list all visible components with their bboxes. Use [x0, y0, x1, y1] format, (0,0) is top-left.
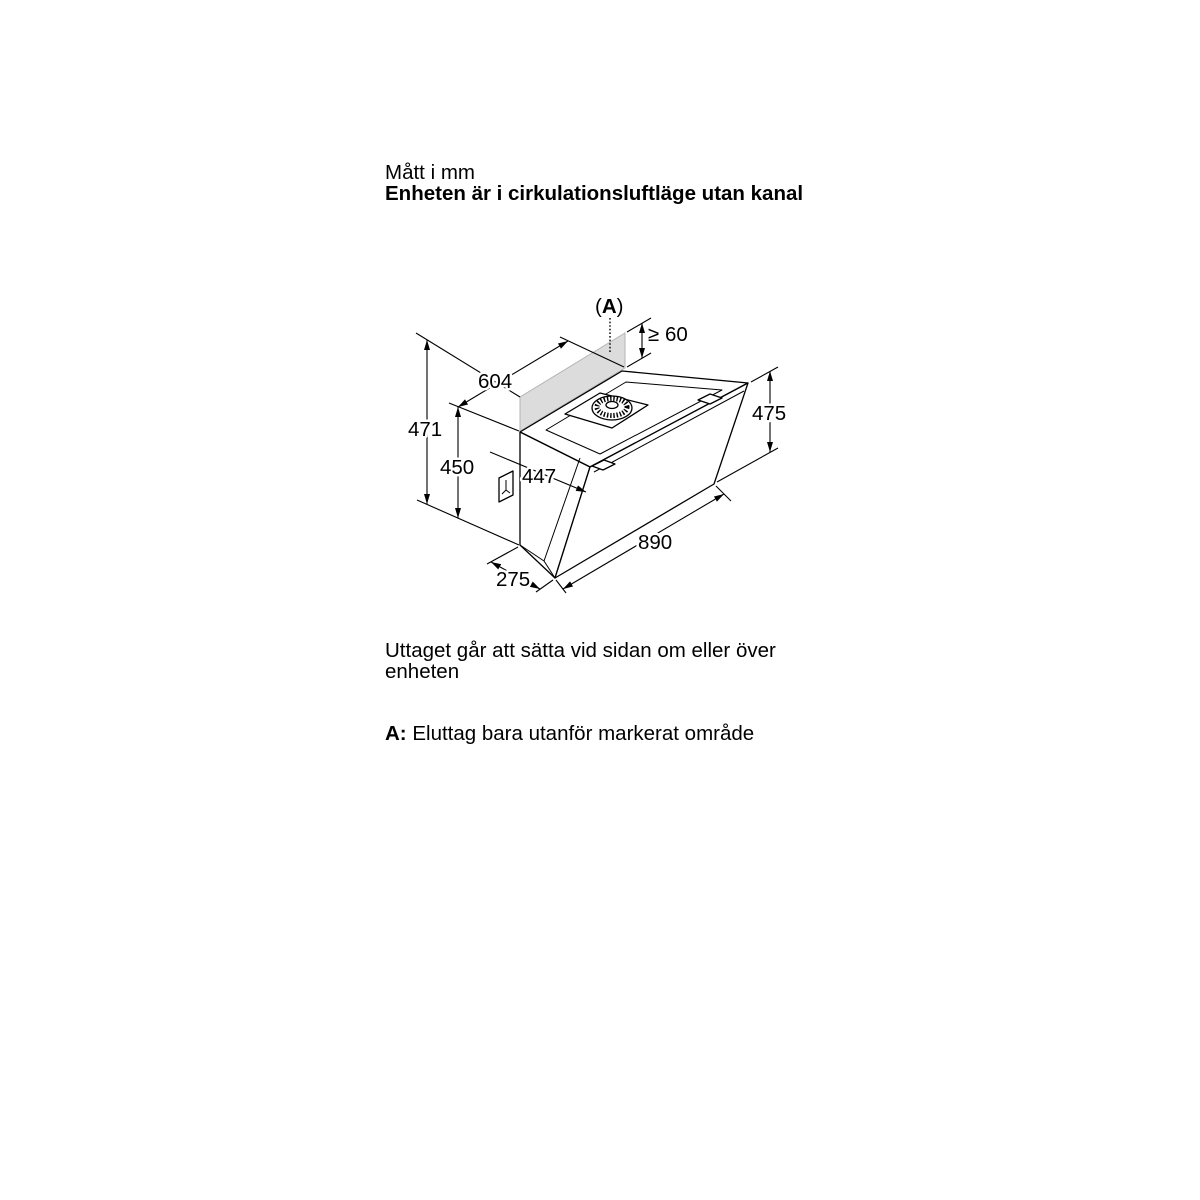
legend	[385, 723, 754, 744]
outlet-marker-letter: A	[601, 295, 617, 318]
ext-width-right	[716, 486, 731, 501]
ext-zone-height-bottom	[627, 353, 651, 367]
ext-depth-right	[536, 580, 553, 592]
dim-label-width: 890	[638, 531, 673, 554]
dim-label-back-height: 450	[440, 456, 475, 479]
hood-dimension-diagram	[395, 290, 800, 605]
ext-glass-height-top	[751, 367, 778, 382]
fan-hub	[606, 402, 618, 409]
dim-label-zone-height: ≥ 60	[648, 323, 688, 346]
dim-label-glass-height: 475	[752, 402, 787, 425]
dim-label-zone-width: 604	[478, 370, 513, 393]
outlet-position-note: Uttaget går att sätta vid sidan om eller över enheten	[385, 639, 776, 683]
legend-text: Eluttag bara utanför markerat område	[412, 722, 755, 745]
ext-back-height-top	[449, 403, 519, 431]
units-label: Mått i mm	[385, 161, 475, 184]
mode-title: Enheten är i cirkulationsluftläge utan kanal	[385, 182, 804, 205]
outlet-marker-open: (	[595, 295, 602, 318]
diagram-header	[385, 162, 803, 204]
dim-label-bottom-depth: 275	[496, 568, 531, 591]
ext-depth-left	[487, 547, 518, 564]
dim-label-overall-height: 471	[408, 418, 443, 441]
ext-height-bottom	[417, 500, 519, 545]
ext-width-left	[556, 580, 566, 593]
ext-glass-height-bottom	[717, 448, 778, 482]
outlet-marker-close: )	[616, 295, 624, 318]
outlet-marker-label	[595, 295, 623, 318]
legend-key: A:	[385, 722, 407, 745]
power-socket-icon	[499, 471, 513, 502]
dim-label-top-depth: 447	[522, 465, 557, 488]
